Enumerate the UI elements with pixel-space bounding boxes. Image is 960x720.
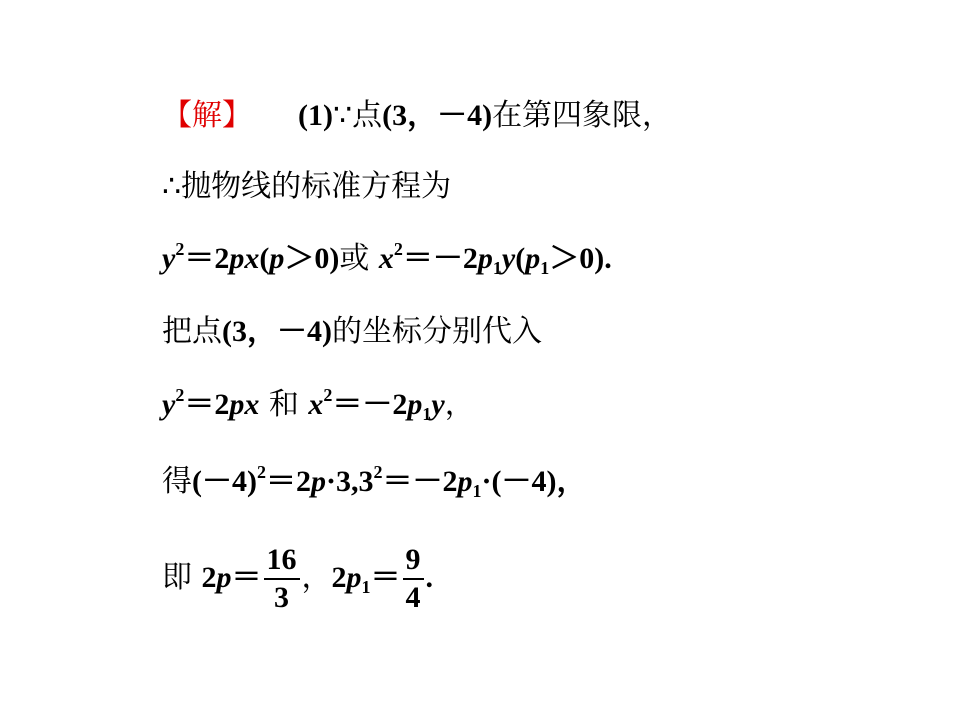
solution-line-4: [162, 312, 542, 352]
coef-two: 2: [331, 561, 347, 594]
solution-line-6: [162, 462, 587, 502]
equals: ＝: [370, 561, 401, 594]
therefore-symbol: ∴: [162, 169, 182, 204]
var-p: p: [216, 561, 232, 594]
comma: ，: [444, 387, 475, 422]
dot-three: ·3,3: [325, 465, 374, 498]
var-y: y: [431, 388, 445, 421]
solution-line-5: [162, 385, 475, 425]
line4-text-2: 的坐标分别代入: [331, 314, 542, 349]
subscript: 1: [422, 404, 432, 424]
solution-line-7: [162, 540, 433, 616]
var-p1: p: [477, 242, 493, 275]
var-px: px: [229, 388, 260, 421]
exponent: 2: [393, 239, 403, 259]
solution-line-1: [162, 96, 672, 136]
var-p1: p: [407, 388, 423, 421]
subscript: 1: [492, 258, 502, 278]
period: .: [604, 242, 612, 275]
neg-four-paren: (－4): [192, 465, 257, 498]
equals-neg-two: ＝－2: [382, 465, 458, 498]
var-x: x: [378, 242, 394, 275]
point-word: 点: [352, 98, 383, 133]
subscript: 1: [472, 481, 482, 501]
equals: ＝: [231, 561, 262, 594]
comma: ，: [301, 560, 332, 595]
exponent: 2: [175, 385, 185, 405]
equals-two: ＝2: [184, 388, 230, 421]
point-coords: (3，－4): [222, 315, 332, 348]
equals-neg-two: ＝－2: [332, 388, 408, 421]
exponent: 2: [256, 462, 266, 482]
because-symbol: ∵: [332, 98, 353, 133]
line6-tail: ·(－4)，: [481, 465, 587, 498]
var-p1: p: [457, 465, 473, 498]
line2-text: 抛物线的标准方程为: [181, 169, 452, 204]
fraction-denominator: 3: [274, 581, 290, 614]
var-px: px: [229, 242, 260, 275]
exponent: 2: [323, 385, 333, 405]
gt-zero: ＞0): [549, 242, 605, 275]
fraction-9-4: [403, 542, 424, 616]
var-p1: p: [346, 561, 362, 594]
var-p1: p: [525, 242, 541, 275]
de-word: 得: [162, 464, 192, 499]
subscript: 1: [540, 258, 550, 278]
subscript: 1: [361, 577, 371, 597]
ji-word: 即: [162, 560, 192, 595]
fraction-numerator: 9: [403, 542, 424, 580]
gt-zero: ＞0): [284, 242, 340, 275]
coef-two: 2: [201, 561, 217, 594]
line4-text-1: 把点: [162, 314, 222, 349]
period: .: [425, 561, 434, 594]
var-p: p: [310, 465, 326, 498]
line1-text: 在第四象限，: [492, 98, 673, 133]
point-coords: (3，－4): [382, 99, 493, 132]
exponent: 2: [175, 239, 185, 259]
equals-neg-two: ＝－2: [402, 242, 478, 275]
fraction-denominator: 4: [405, 581, 421, 614]
fraction-numerator: 16: [264, 542, 300, 580]
or-word: 或: [339, 241, 370, 276]
solution-line-3: [162, 239, 612, 279]
var-y: y: [162, 388, 176, 421]
var-y: y: [501, 242, 516, 275]
var-y: y: [162, 242, 176, 275]
var-p: p: [269, 242, 285, 275]
solution-line-2: [162, 167, 451, 207]
paren-open: (: [515, 242, 526, 275]
fraction-16-3: [264, 542, 300, 616]
solution-tag: 【解】: [162, 98, 252, 133]
equals-two: ＝2: [265, 465, 311, 498]
var-x: x: [308, 388, 324, 421]
exponent: 2: [373, 462, 383, 482]
and-word: 和: [268, 387, 299, 422]
part-label: (1): [298, 99, 333, 132]
paren-open: (: [259, 242, 270, 275]
equals-two: ＝2: [184, 242, 230, 275]
